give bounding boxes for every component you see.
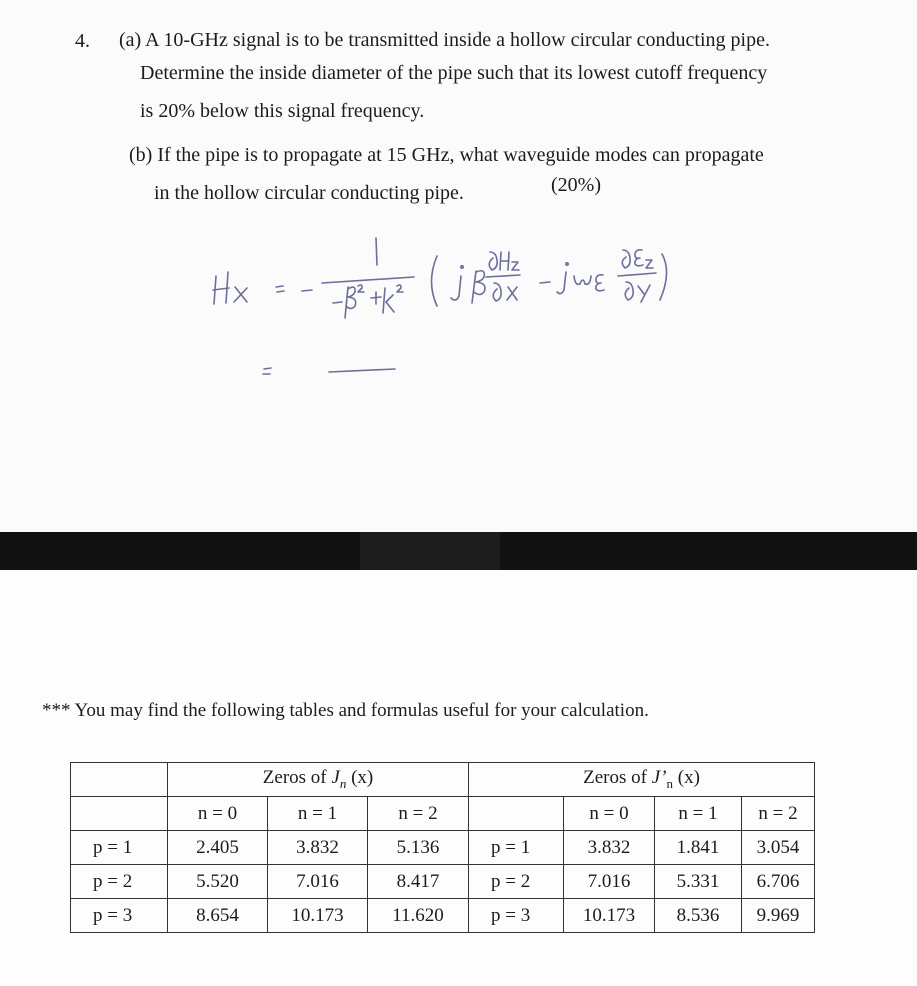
- part-a-line-1: (a) A 10-GHz signal is to be transmitted inside a hollow circular conducting pipe.: [119, 29, 770, 51]
- hw-equals: [276, 286, 284, 292]
- jpn-title: [469, 763, 815, 797]
- jpn-value: 6.706: [742, 865, 815, 899]
- hw-second-line: [263, 368, 395, 374]
- jpn-title-fn: J’: [651, 767, 667, 789]
- hw-partial-ez-dy: [618, 250, 656, 302]
- jpn-title-arg: (x): [673, 767, 700, 789]
- jn-col-header: n = 0: [168, 797, 268, 831]
- jn-value: 2.405: [168, 831, 268, 865]
- jpn-col-header: n = 1: [655, 797, 742, 831]
- row-label: p = 3: [71, 899, 168, 933]
- jn-title-prefix: Zeros of: [262, 767, 332, 789]
- jn-col-header: n = 1: [268, 797, 368, 831]
- table-corner-cell: [71, 763, 168, 797]
- part-a-line-3: is 20% below this signal frequency.: [140, 100, 425, 122]
- row-label: p = 2: [469, 865, 564, 899]
- jpn-value: 7.016: [564, 865, 655, 899]
- hw-close-paren: [660, 254, 667, 300]
- hw-minus: [302, 290, 312, 291]
- part-a-line-2: Determine the inside diameter of the pipe such that its lowest cutoff frequency: [140, 62, 768, 84]
- jpn-value: 10.173: [564, 899, 655, 933]
- table-header-empty-right: [469, 797, 564, 831]
- jn-col-header: n = 2: [368, 797, 469, 831]
- hw-partial-hz-dx: [486, 252, 520, 301]
- table-row: [71, 865, 815, 899]
- hw-numerator: [376, 238, 377, 265]
- jpn-value: 3.054: [742, 831, 815, 865]
- jn-title-fn: J: [331, 767, 340, 789]
- hw-hx: [213, 272, 247, 304]
- jn-value: 8.417: [368, 865, 469, 899]
- jn-value: 10.173: [268, 899, 368, 933]
- table-row: [71, 831, 815, 865]
- jn-value: 5.136: [368, 831, 469, 865]
- jn-value: 5.520: [168, 865, 268, 899]
- jn-value: 7.016: [268, 865, 368, 899]
- row-label: p = 1: [71, 831, 168, 865]
- row-label: p = 2: [71, 865, 168, 899]
- table-header-empty-left: [71, 797, 168, 831]
- row-label: p = 1: [469, 831, 564, 865]
- jn-title-sub: n: [339, 775, 347, 791]
- hw-minus-2: [540, 282, 550, 283]
- jpn-value: 9.969: [742, 899, 815, 933]
- jpn-value: 5.331: [655, 865, 742, 899]
- jpn-col-header: n = 2: [742, 797, 815, 831]
- hint-note: *** You may find the following tables and formulas useful for your calculation.: [42, 700, 649, 721]
- jpn-value: 3.832: [564, 831, 655, 865]
- jn-title: [168, 763, 469, 797]
- hw-j-beta: [451, 266, 485, 303]
- jpn-col-header: n = 0: [564, 797, 655, 831]
- jn-title-arg: (x): [346, 767, 374, 789]
- part-b-line-1: (b) If the pipe is to propagate at 15 GHz, what waveguide modes can propagate: [129, 144, 764, 166]
- table-row: [71, 899, 815, 933]
- table-header-row: [71, 797, 815, 831]
- hw-open-paren: [432, 256, 438, 306]
- hw-denominator: [333, 285, 403, 318]
- jn-value: 3.832: [268, 831, 368, 865]
- question-number: 4.: [75, 30, 90, 52]
- jpn-value: 8.536: [655, 899, 742, 933]
- jn-value: 11.620: [368, 899, 469, 933]
- page-divider-bar: [0, 532, 917, 570]
- hw-j-omega-epsilon: [557, 263, 604, 294]
- table-title-row: [71, 763, 815, 797]
- part-b-weight: (20%): [551, 174, 601, 196]
- divider-segment: [360, 532, 500, 570]
- jpn-title-sub: n: [666, 775, 673, 791]
- bessel-zeros-table: [70, 762, 815, 933]
- jpn-value: 1.841: [655, 831, 742, 865]
- part-b-line-2: in the hollow circular conducting pipe.: [154, 182, 464, 204]
- hw-fraction-bar: [322, 277, 414, 283]
- jn-value: 8.654: [168, 899, 268, 933]
- row-label: p = 3: [469, 899, 564, 933]
- jpn-title-prefix: Zeros of: [583, 767, 652, 789]
